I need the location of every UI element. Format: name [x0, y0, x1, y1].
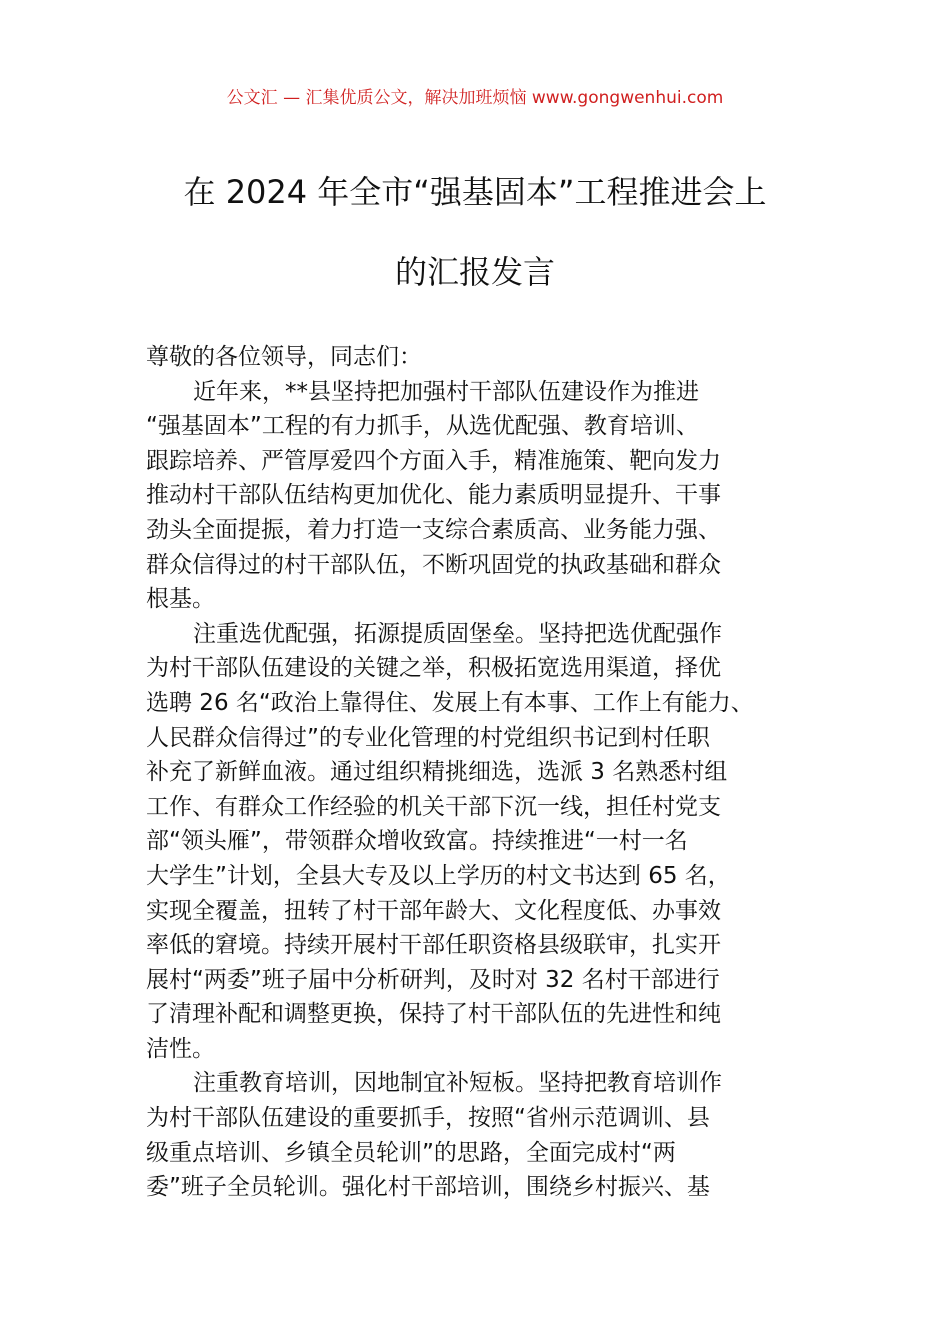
paragraph-line: 跟踪培养、严管厚爱四个方面入手，精准施策、靶向发力 [146, 447, 721, 474]
paragraph-line: 洁性。 [146, 1035, 215, 1062]
paragraph-line: 人民群众信得过”的专业化管理的村党组织书记到村任职 [146, 724, 710, 751]
paragraph-line: 注重选优配强，拓源提质固堡垒。坚持把选优配强作 [193, 620, 722, 647]
paragraph-line: 展村“两委”班子届中分析研判，及时对 32 名村干部进行 [146, 966, 720, 993]
title-line: 在 2024 年全市“强基固本”工程推进会上 [183, 173, 767, 211]
paragraph-line: 大学生”计划，全县大专及以上学历的村文书达到 65 名， [146, 862, 731, 889]
paragraph-line: 选聘 26 名“政治上靠得住、发展上有本事、工作上有能力、 [146, 689, 754, 716]
paragraph-line: 推动村干部队伍结构更加优化、能力素质明显提升、干事 [146, 482, 721, 509]
paragraph-line: 级重点培训、乡镇全员轮训”的思路，全面完成村“两 [146, 1139, 676, 1166]
paragraph-line: 补充了新鲜血液。通过组织精挑细选，选派 3 名熟悉村组 [146, 759, 728, 786]
paragraph-line: “强基固本”工程的有力抓手，从选优配强、教育培训、 [146, 413, 699, 440]
paragraph-line: 近年来，**县坚持把加强村干部队伍建设作为推进 [193, 378, 699, 405]
paragraph-line: 工作、有群众工作经验的机关干部下沉一线，担任村党支 [146, 793, 721, 820]
document-title [60, 152, 890, 312]
paragraph-line: 群众信得过的村干部队伍，不断巩固党的执政基础和群众 [146, 551, 721, 578]
paragraph-line: 委”班子全员轮训。强化村干部培训，围绕乡村振兴、基 [146, 1174, 710, 1201]
paragraph-line: 为村干部队伍建设的重要抓手，按照“省州示范调训、县 [146, 1105, 710, 1132]
document-body [146, 340, 816, 1205]
paragraph-line: 注重教育培训，因地制宜补短板。坚持把教育培训作 [193, 1070, 722, 1097]
salutation: 尊敬的各位领导，同志们： [146, 344, 422, 370]
paragraph-line: 实现全覆盖，扭转了村干部年龄大、文化程度低、办事效 [146, 897, 721, 924]
paragraph-line: 为村干部队伍建设的关键之举，积极拓宽选用渠道，择优 [146, 655, 721, 682]
paragraph-line: 根基。 [146, 586, 215, 613]
watermark-header: 公文汇 — 汇集优质公文，解决加班烦恼 www.gongwenhui.com [226, 88, 724, 108]
paragraph-line: 率低的窘境。持续开展村干部任职资格县级联审，扎实开 [146, 932, 721, 959]
title-line: 的汇报发言 [394, 253, 555, 291]
paragraph-line: 部“领头雁”，带领群众增收致富。持续推进“一村一名 [146, 828, 688, 855]
paragraph-line: 劲头全面提振，着力打造一支综合素质高、业务能力强、 [146, 516, 721, 543]
paragraph-line: 了清理补配和调整更换，保持了村干部队伍的先进性和纯 [146, 1001, 721, 1028]
